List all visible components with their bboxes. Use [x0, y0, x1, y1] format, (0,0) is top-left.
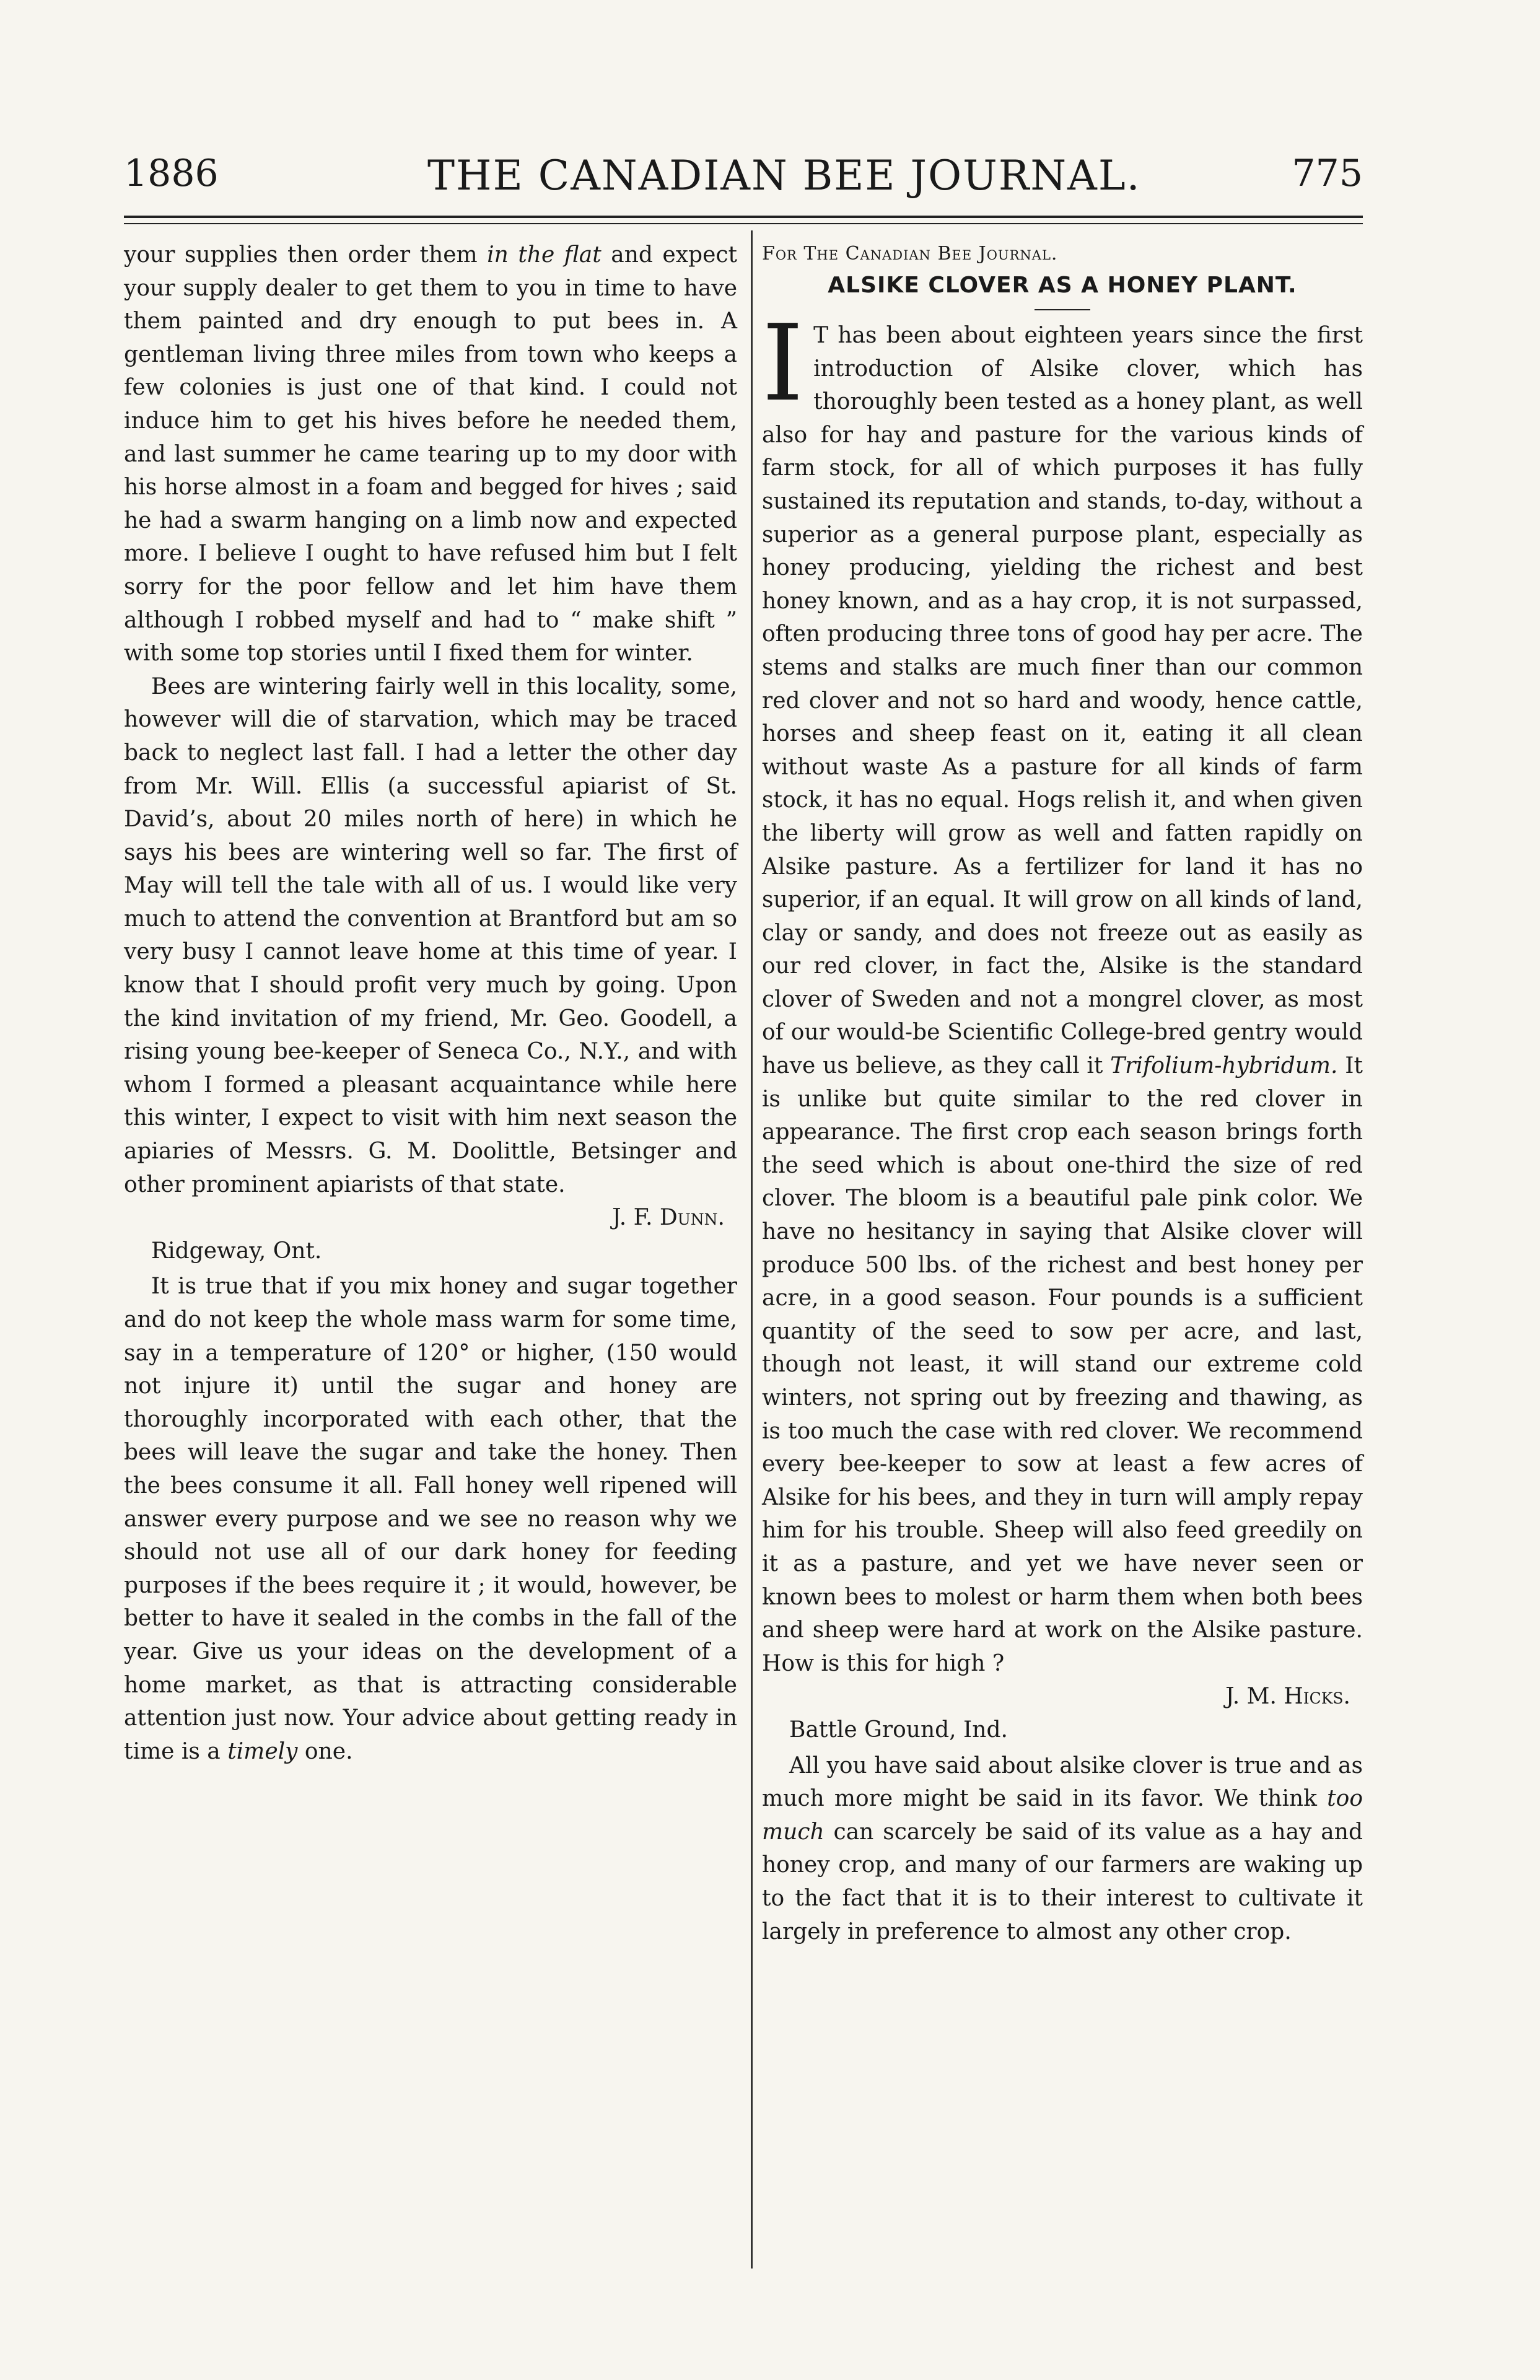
header-rule-thick [124, 216, 1363, 218]
header-rule-thin [124, 223, 1363, 224]
article-place: Battle Ground, Ind. [789, 1717, 1008, 1743]
right-column [762, 238, 1363, 1948]
article-signature: J. M. Hicks. [1225, 1684, 1350, 1710]
header-year: 1886 [124, 152, 219, 195]
page-number: 775 [1292, 152, 1363, 195]
title-rule [1035, 309, 1090, 310]
article-text: It is unlike but quite similar to the red clover in appearance. The first crop each season brings forth the seed which is about one-third the size of red clover. The bloom is a beautiful pale pink color. We have no hesitancy in saying that Alsike clover will produce 500 lbs. of the richest and best honey per acre, in a good season. Four pounds is a sufficient quantity of the seed to sow per acre, and last, though not least, it will stand our extreme cold winters, not spring out by freezing and thawing, as is too much the case with red clover. We recommend every bee-keeper to sow at least a few acres of Alsike for his bees, and they in turn will amply repay him for his trouble. Sheep will also feed greedily on it as a pasture, and yet we have never seen or known bees to molest or harm them when both bees and sheep were hard at work on the Alsike pasture. How is this for high ? [762, 1053, 1363, 1676]
editorial-note-right [762, 1749, 1363, 1949]
editorial-text: one. [297, 1738, 353, 1764]
letter-place: Ridgeway, Ont. [151, 1238, 322, 1264]
letter-signature: J. F. Dunn. [612, 1205, 725, 1231]
column-divider [751, 230, 753, 2268]
drop-cap: I [762, 302, 804, 425]
left-column [124, 238, 737, 1768]
letter-text: your supplies then order them [124, 242, 488, 268]
page-header [124, 152, 1363, 214]
editorial-text: It is true that if you mix honey and sugar together and do not keep the whole mass warm for some time, say in a temperature of 120° or higher, (150 would not injure it) until the sugar and honey are thoroughly incorporated with each other, that the bees will leave the sugar and take the honey. Then the bees consume it all. Fall honey well ripened will answer every purpose and we see no reason why we should not use all of our dark honey for feeding purposes if the bees require it ; it would, however, be better to have it sealed in the combs in the fall of the year. Give us your ideas on the development of a home market, as that is attracting considerable attention just now. Your advice about getting ready in time is a [124, 1274, 737, 1764]
editorial-emphasis: too much [762, 1786, 1363, 1845]
article-text: T has been about eighteen years since the first introduction of Alsike clover, which has thoroughly been tested as a honey plant, as well also for hay and pasture for the various kinds of farm stock, for all of which purposes it has fully sustained its reputation and stands, to-day, without a superior as a general purpose plant, especially as honey producing, yielding the richest and best honey known, and as a hay crop, it is not surpassed, often producing three tons of good hay per acre. The stems and stalks are much finer than our common red clover and not so hard and woody, hence cattle, horses and sheep feast on it, eating it all clean without waste As a pasture for all kinds of farm stock, it has no equal. Hogs relish it, and when given the liberty will grow as well and fatten rapidly on Alsike pasture. As a fertilizer for land it has no superior, if an equal. It will grow on all kinds of land, clay or sandy, and does not freeze out as easily as our red clover, in fact the, Alsike is the standard clover of Sweden and not a mongrel clover, as most of our would-be Scientific College-bred gentry would have us believe, as they call it [762, 323, 1363, 1079]
editorial-emphasis: timely [227, 1738, 298, 1764]
letter-paragraph-2: Bees are wintering fairly well in this locality, some, however will die of starvation, which may be traced back to neglect last fall. I had a letter the other day from Mr. Will. Ellis (a successful apiarist of St. David’s, about 20 miles north of here) in which he says his bees are wintering well so far. The first of May will tell the tale with all of us. I would like very much to attend the convention at Brantford but am so very busy I cannot leave home at this time of year. I know that I should profit very much by going. Upon the kind invitation of my friend, Mr. Geo. Goodell, a rising young bee-keeper of Seneca Co., N.Y., and with whom I formed a pleasant acquaintance while here this winter, I expect to visit with him next season the apiaries of Messrs. G. M. Doolittle, Betsinger and other prominent apiarists of that state. [124, 673, 737, 1197]
journal-title: THE CANADIAN BEE JOURNAL. [427, 152, 1141, 199]
letter-paragraph-1 [124, 238, 737, 670]
editorial-note-left [124, 1270, 737, 1768]
letter-emphasis: in the flat [487, 242, 602, 268]
letter-text: and expect your supply dealer to get them to you in time to have them painted and dry enough to put bees in. A gentleman living three miles from town who keeps a few colonies is just one of that kind. I could not induce him to get his hives before he needed them, and last summer he came tearing up to my door with his horse almost in a foam and begged for hives ; said he had a swarm hanging on a limb now and expected more. I believe I ought to have refused him but I felt sorry for the poor fellow and let him have them although I robbed myself and had to “ make shift ” with some top stories until I fixed them for winter. [124, 242, 738, 667]
editorial-text: All you have said about alsike clover is true and as much more might be said in its favor. We think [762, 1752, 1363, 1812]
editorial-text: can scarcely be said of its value as a hay and honey crop, and many of our farmers are waking up to the fact that it is to their interest to cultivate it largely in preference to almost any other crop. [762, 1819, 1363, 1945]
article-source-line: For The Canadian Bee Journal. [762, 243, 1058, 265]
article-paragraph [762, 302, 1363, 1680]
article-emphasis: Trifolium-hybridum. [1110, 1053, 1338, 1079]
article-title: ALSIKE CLOVER AS A HONEY PLANT. [828, 273, 1297, 298]
